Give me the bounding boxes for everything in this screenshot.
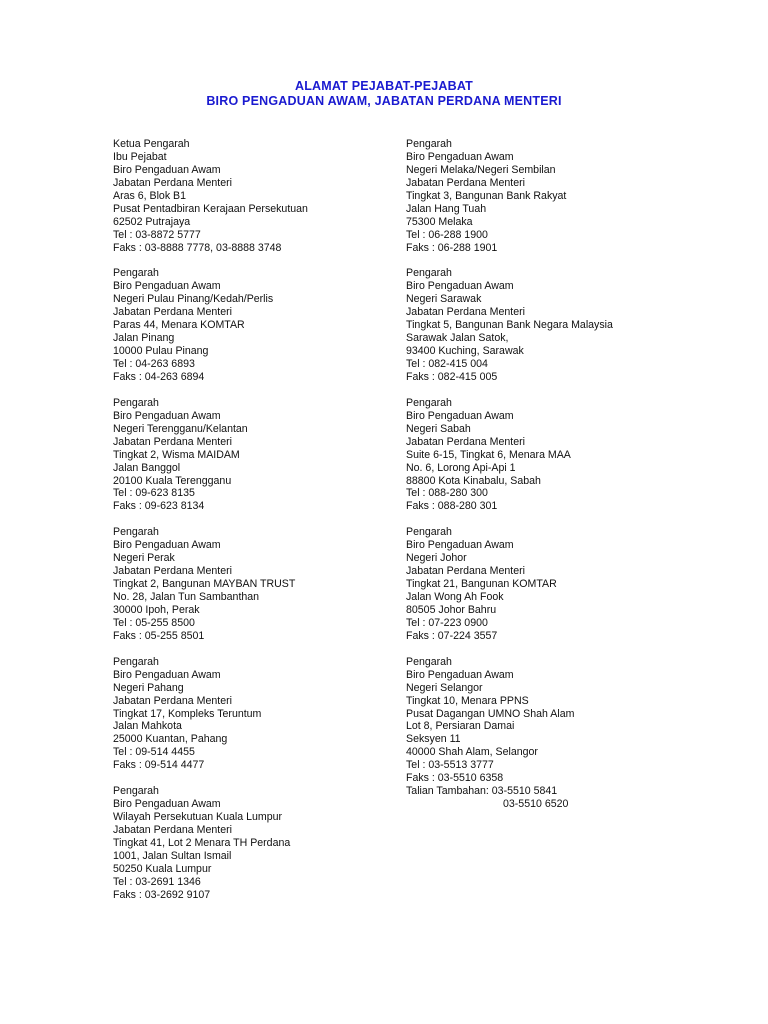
address-line: Jabatan Perdana Menteri: [406, 435, 525, 448]
document-subtitle: BIRO PENGADUAN AWAM, JABATAN PERDANA MENTERI: [206, 94, 562, 108]
address-line: Pusat Dagangan UMNO Shah Alam: [406, 707, 575, 720]
address-line: Wilayah Persekutuan Kuala Lumpur: [113, 811, 283, 824]
address-line: Biro Pengaduan Awam: [406, 150, 514, 163]
address-line: 1001, Jalan Sultan Ismail: [113, 849, 232, 862]
address-line: Ketua Pengarah: [113, 138, 190, 150]
address-line: Faks : 04-263 6894: [113, 370, 205, 383]
address-line: Pengarah: [406, 138, 452, 150]
address-line: Negeri Sarawak: [406, 293, 482, 306]
address-line: Faks : 09-623 8134: [113, 500, 205, 513]
address-line: Seksyen 11: [406, 733, 461, 746]
address-line: Negeri Perak: [113, 552, 175, 565]
address-line: Tel : 07-223 0900: [406, 616, 488, 629]
address-line: Pengarah: [113, 655, 159, 668]
address-block: [113, 785, 383, 901]
left-address-column: [113, 138, 383, 902]
address-line: Tingkat 2, Wisma MAIDAM: [113, 448, 240, 461]
address-line: Tel : 082-415 004: [406, 358, 488, 370]
address-line: Tingkat 10, Menara PPNS: [406, 694, 529, 707]
address-line: Tel : 03-5513 3777: [406, 759, 494, 772]
address-line: Pengarah: [406, 267, 452, 280]
address-line: Jalan Hang Tuah: [406, 202, 487, 215]
right-address-column: [406, 138, 736, 811]
address-block: [406, 397, 736, 513]
address-line: Negeri Johor: [406, 552, 467, 565]
address-block: [113, 656, 383, 772]
address-line: Tingkat 2, Bangunan MAYBAN TRUST: [113, 578, 296, 591]
address-line: Jalan Banggol: [113, 461, 181, 474]
address-block: [406, 267, 736, 383]
address-line: Biro Pengaduan Awam: [113, 409, 221, 422]
address-line: Faks : 06-288 1901: [406, 241, 498, 254]
address-line: Biro Pengaduan Awam: [113, 280, 221, 293]
address-line: Ibu Pejabat: [113, 150, 167, 163]
address-line: Biro Pengaduan Awam: [406, 668, 514, 681]
address-line: Tel : 05-255 8500: [113, 616, 195, 629]
address-line: Tingkat 41, Lot 2 Menara TH Perdana: [113, 836, 291, 849]
address-line: Sarawak Jalan Satok,: [406, 332, 509, 345]
address-line: Tel : 09-623 8135: [113, 487, 195, 500]
address-line: Faks : 03-5510 6358: [406, 772, 504, 785]
address-line: Biro Pengaduan Awam: [113, 798, 221, 811]
address-line: Negeri Sabah: [406, 422, 471, 435]
address-line: Tingkat 5, Bangunan Bank Negara Malaysia: [406, 319, 613, 332]
address-line: Faks : 088-280 301: [406, 500, 498, 513]
address-line: Tel : 06-288 1900: [406, 228, 488, 241]
address-line: Jalan Mahkota: [113, 720, 182, 733]
address-line: 40000 Shah Alam, Selangor: [406, 746, 538, 759]
address-line: Suite 6-15, Tingkat 6, Menara MAA: [406, 448, 571, 461]
address-line: Lot 8, Persiaran Damai: [406, 720, 515, 733]
address-line: Paras 44, Menara KOMTAR: [113, 319, 245, 332]
address-line: Jalan Pinang: [113, 332, 175, 345]
address-line: Pengarah: [406, 655, 452, 668]
address-line: Jalan Wong Ah Fook: [406, 591, 504, 603]
address-line: Tel : 09-514 4455: [113, 746, 195, 759]
address-line: Biro Pengaduan Awam: [406, 409, 514, 422]
address-line: Tel : 03-2691 1346: [113, 875, 201, 888]
address-line: Jabatan Perdana Menteri: [113, 824, 232, 836]
address-block: [406, 138, 736, 254]
address-line: Biro Pengaduan Awam: [113, 163, 221, 176]
address-line: Talian Tambahan: 03-5510 5841: [406, 785, 558, 798]
address-line: Pengarah: [113, 526, 159, 539]
address-line: Faks : 082-415 005: [406, 370, 498, 383]
address-line: Tingkat 3, Bangunan Bank Rakyat: [406, 189, 567, 202]
address-line: Negeri Terengganu/Kelantan: [113, 422, 248, 435]
address-line: 75300 Melaka: [406, 215, 473, 228]
address-line: 20100 Kuala Terengganu: [113, 474, 232, 487]
address-line: Negeri Pahang: [113, 681, 184, 694]
address-line: 25000 Kuantan, Pahang: [113, 733, 228, 746]
address-line: Faks : 05-255 8501: [113, 629, 205, 642]
address-block: [113, 526, 383, 642]
address-line: No. 28, Jalan Tun Sambanthan: [113, 591, 260, 603]
address-line: 03-5510 6520: [503, 798, 569, 811]
address-line: Jabatan Perdana Menteri: [113, 565, 232, 578]
address-block: [113, 267, 383, 383]
address-line: Faks : 07-224 3557: [406, 629, 498, 642]
address-line: Tel : 088-280 300: [406, 487, 488, 500]
address-line: Aras 6, Blok B1: [113, 189, 187, 202]
address-line: Tel : 03-8872 5777: [113, 228, 201, 241]
address-line: Faks : 03-8888 7778, 03-8888 3748: [113, 241, 282, 254]
address-line: Negeri Pulau Pinang/Kedah/Perlis: [113, 293, 274, 306]
address-line: 10000 Pulau Pinang: [113, 345, 209, 358]
address-line: Jabatan Perdana Menteri: [113, 435, 232, 448]
address-line: Jabatan Perdana Menteri: [113, 694, 232, 707]
address-line: Jabatan Perdana Menteri: [113, 306, 232, 319]
address-line: Negeri Melaka/Negeri Sembilan: [406, 163, 556, 176]
address-line: Biro Pengaduan Awam: [406, 280, 514, 293]
address-line: Pengarah: [406, 396, 452, 409]
address-line: Pusat Pentadbiran Kerajaan Persekutuan: [113, 202, 308, 215]
address-line: Jabatan Perdana Menteri: [406, 565, 525, 578]
address-line: Tel : 04-263 6893: [113, 358, 195, 370]
address-line: Jabatan Perdana Menteri: [406, 306, 525, 319]
address-line: Jabatan Perdana Menteri: [113, 176, 232, 189]
address-block: [113, 138, 383, 254]
address-line: 62502 Putrajaya: [113, 215, 191, 228]
address-line: No. 6, Lorong Api-Api 1: [406, 461, 516, 474]
document-title: ALAMAT PEJABAT-PEJABAT: [294, 79, 473, 93]
address-line: 88800 Kota Kinabalu, Sabah: [406, 474, 541, 487]
address-line: Pengarah: [113, 396, 159, 409]
address-line: Pengarah: [113, 785, 159, 798]
address-line: 50250 Kuala Lumpur: [113, 862, 212, 875]
address-line: Biro Pengaduan Awam: [113, 539, 221, 552]
address-block: [113, 397, 383, 513]
address-line: Tingkat 17, Kompleks Teruntum: [113, 707, 262, 720]
address-line: 30000 Ipoh, Perak: [113, 603, 200, 616]
address-line: Biro Pengaduan Awam: [113, 668, 221, 681]
address-block: [406, 526, 736, 642]
address-line: 93400 Kuching, Sarawak: [406, 345, 524, 358]
address-line: Pengarah: [406, 526, 452, 539]
address-line: Faks : 03-2692 9107: [113, 888, 211, 901]
address-line: Faks : 09-514 4477: [113, 759, 205, 772]
address-block: [406, 656, 736, 811]
address-line: Pengarah: [113, 267, 159, 280]
address-line: Jabatan Perdana Menteri: [406, 176, 525, 189]
address-line: Tingkat 21, Bangunan KOMTAR: [406, 578, 557, 591]
address-line: Biro Pengaduan Awam: [406, 539, 514, 552]
address-line: Negeri Selangor: [406, 681, 483, 694]
address-line: 80505 Johor Bahru: [406, 603, 497, 616]
